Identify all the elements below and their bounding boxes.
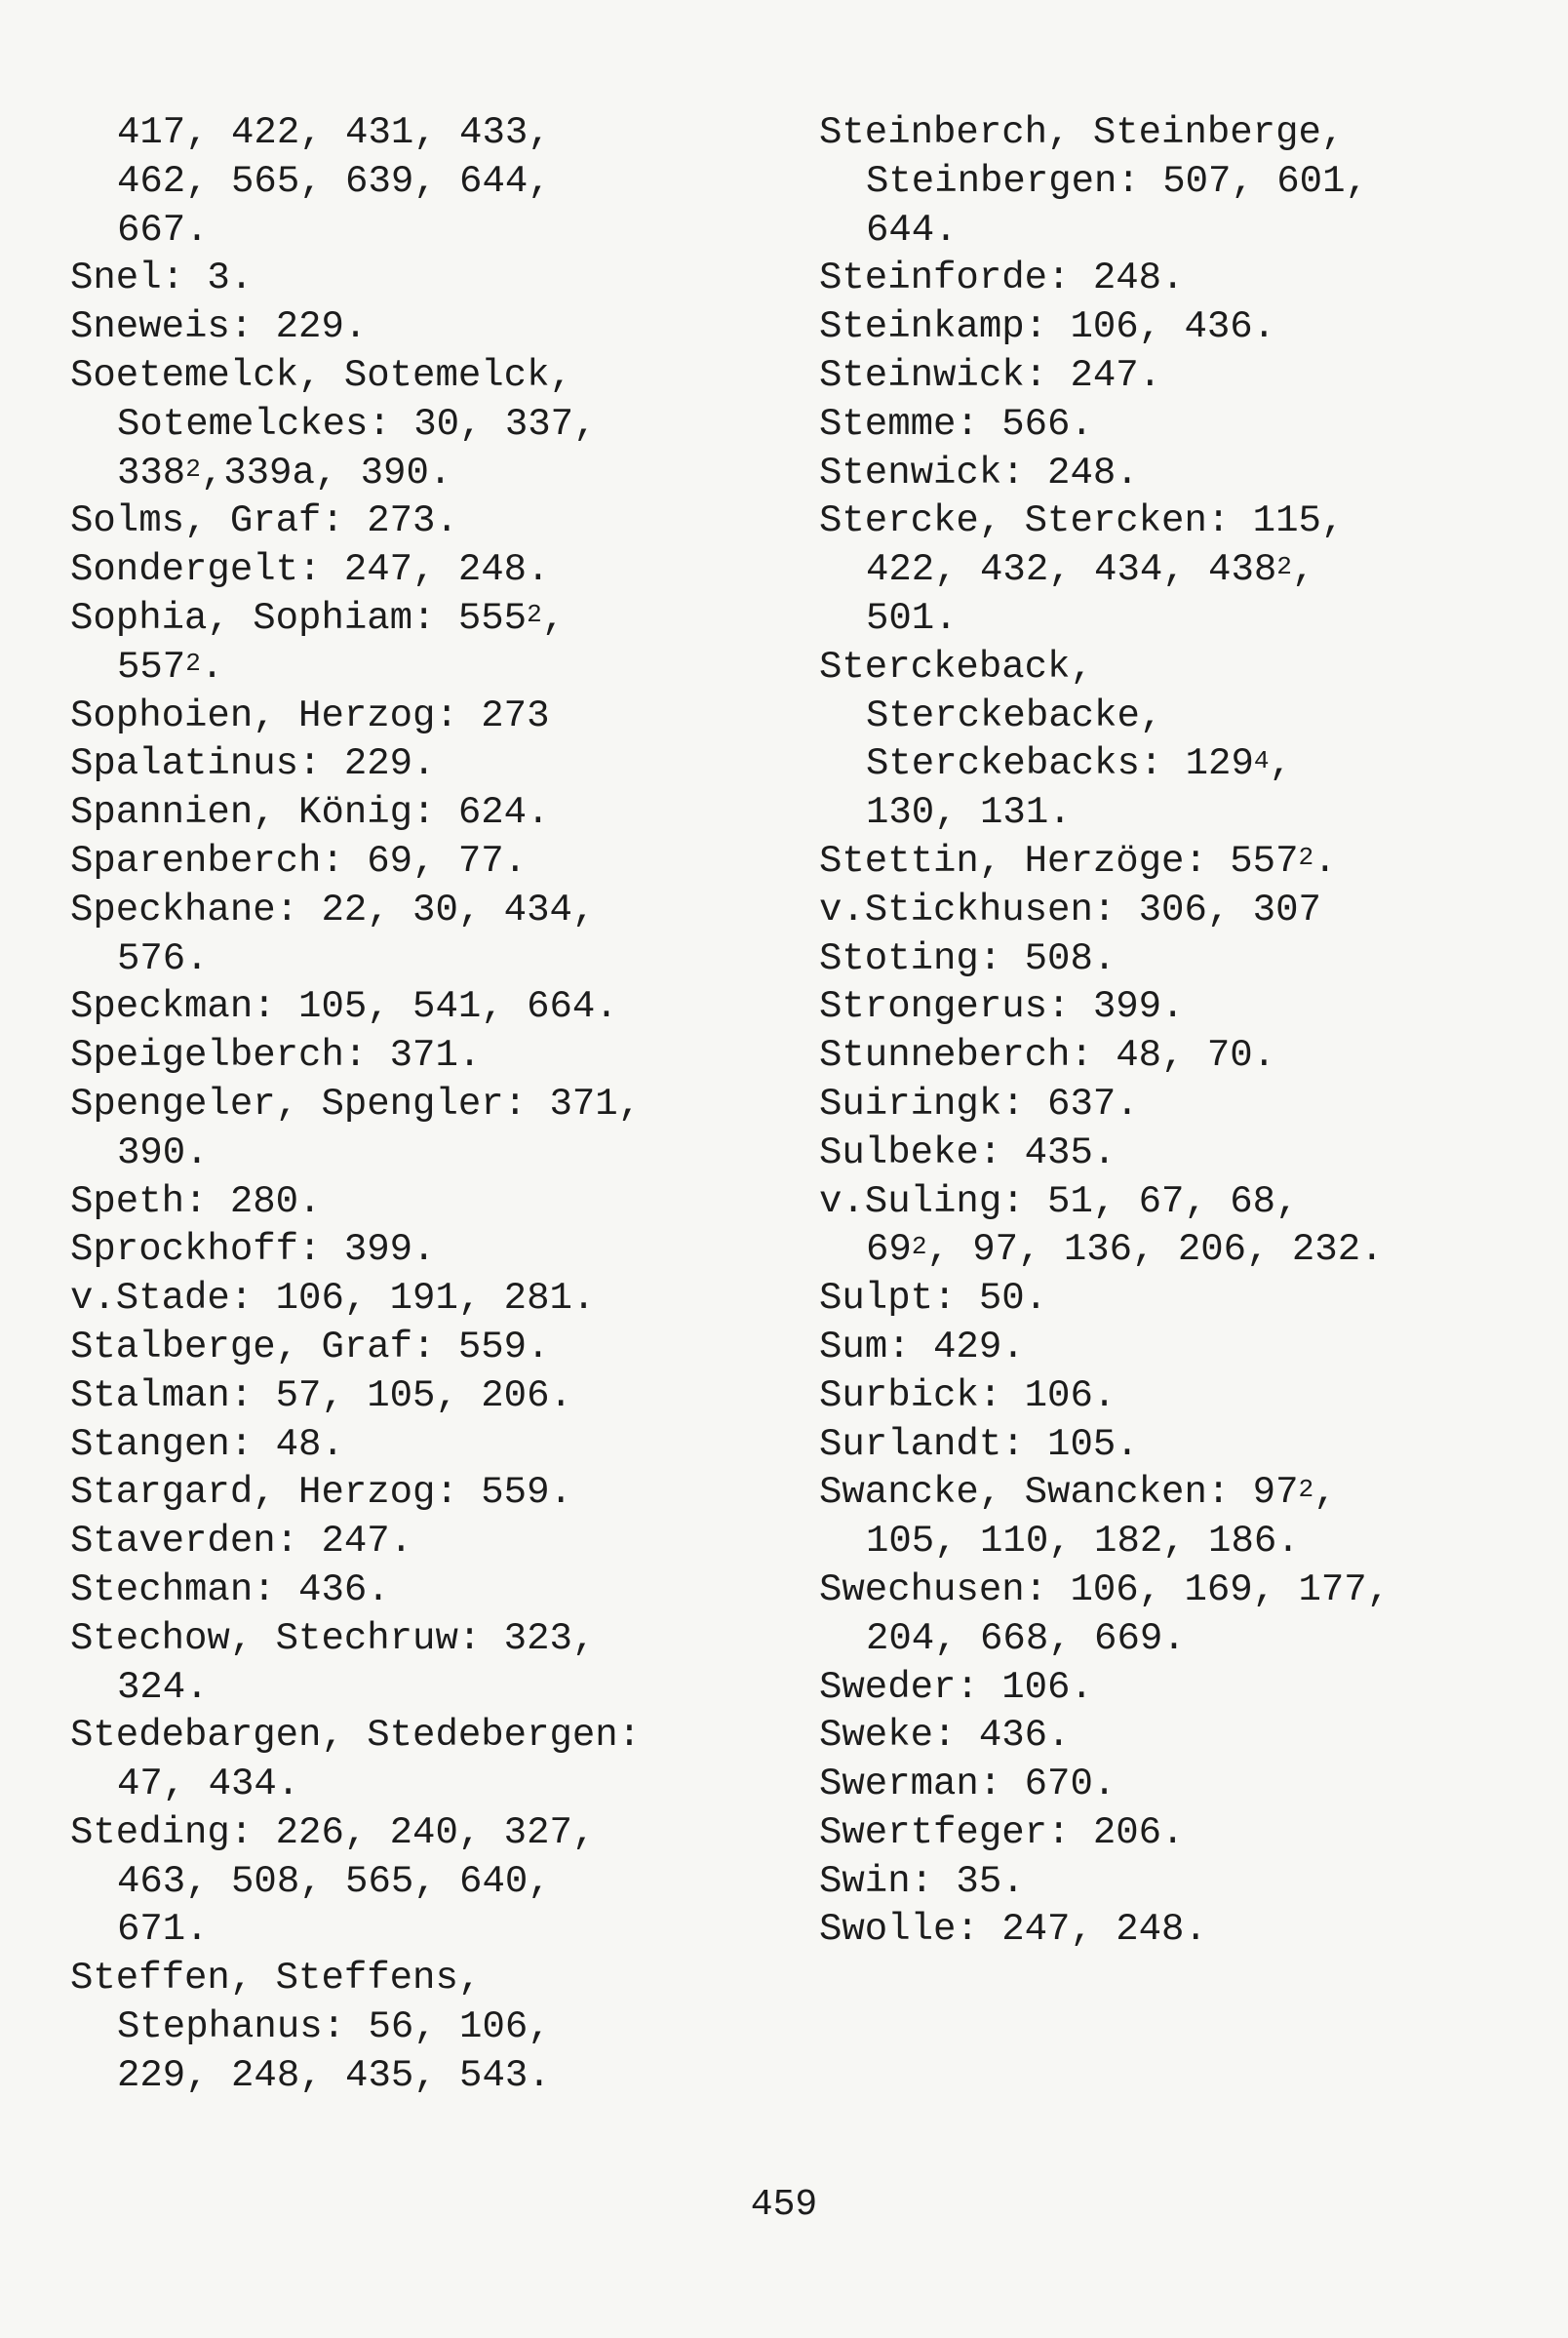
index-entry-heading: Strongerus: 399. [819,985,1185,1029]
index-entry [70,497,753,546]
index-entry-heading: Sophia, Sophiam: $555^2$, [70,596,566,640]
index-entry [70,352,753,497]
index-entry-continuation: 390. [117,1130,209,1174]
index-entry [70,789,753,838]
index-entry-heading: Swancke, Swancken: $97^2$, [819,1471,1337,1515]
index-entry [819,450,1502,498]
index-entry [819,401,1502,450]
index-entry [70,1955,753,2100]
index-entry-continuation: Stephanus: 56, 106, [117,2005,551,2049]
index-column-right [819,109,1502,1955]
index-entry-continuation: 422, 432, 434, $438^2$, [866,548,1315,592]
page-number: 459 [750,2184,818,2226]
index-entry [70,595,753,693]
index-entry [70,109,753,255]
index-entry [819,1372,1502,1421]
index-entry-continuation: 576. [117,936,209,980]
index-entry [70,1809,753,1955]
index-entry [819,1858,1502,1907]
index-entry-heading: Spengeler, Spengler: 371, [70,1082,642,1126]
index-entry-continuation: Sterckebacke, [866,693,1163,737]
index-entry [819,497,1502,643]
index-entry [70,1469,753,1518]
index-entry [70,1615,753,1713]
index-entry [70,740,753,789]
index-entry-continuation: $557^2$. [117,645,224,689]
index-entry-continuation: 501. [866,596,958,640]
index-entry [70,693,753,741]
index-entry-heading: v.Suling: 51, 67, 68, [819,1179,1299,1223]
index-entry-continuation: 462, 565, 639, 644, [117,159,551,203]
index-entry [819,1421,1502,1470]
index-entry-heading: Swechusen: 106, 169, 177, [819,1567,1391,1611]
index-entry [70,1324,753,1372]
index-entry-heading: Stechow, Stechruw: 323, [70,1616,596,1660]
index-entry-heading: Sweke: 436. [819,1714,1071,1758]
index-entry [819,303,1502,352]
index-entry [70,1712,753,1809]
index-entry-continuation: 324. [117,1665,209,1709]
index-entry-heading: Stercke, Stercken: 115, [819,499,1345,543]
index-entry [819,109,1502,255]
index-entry [70,1275,753,1324]
index-entry [70,1226,753,1275]
index-entry-continuation: 204, 668, 669. [866,1616,1186,1660]
index-entry-heading: Sondergelt: 247, 248. [70,548,550,592]
index-entry-heading: Soetemelck, Sotemelck, [70,353,572,397]
index-entry-heading: Stemme: 566. [819,402,1093,446]
index-entry-heading: Sterckeback, [819,645,1093,689]
index-entry [70,255,753,303]
index-entry-heading: Sum: 429. [819,1325,1025,1368]
index-entry-continuation: 229, 248, 435, 543. [117,2053,551,2097]
index-entry [70,1032,753,1081]
index-entry-heading: Speth: 280. [70,1179,322,1223]
index-entry [70,1372,753,1421]
index-entry-heading: v.Stickhusen: 306, 307 [819,888,1321,931]
index-entry-heading: Stalberge, Graf: 559. [70,1325,550,1368]
index-entry-continuation: Steinbergen: 507, 601, [866,159,1368,203]
index-entry-heading: Sneweis: 229. [70,305,368,349]
index-entry-heading: Swerman: 670. [819,1763,1117,1806]
index-entry-heading: Steinforde: 248. [819,257,1185,300]
index-entry-heading: Stoting: 508. [819,936,1117,980]
index-entry-heading: Speckhane: 22, 30, 434, [70,888,596,931]
index-entry-heading: Sulpt: 50. [819,1277,1048,1321]
index-entry-heading: Stedebargen, Stedebergen: [70,1714,642,1758]
index-entry [819,1809,1502,1858]
index-entry-continuation: 463, 508, 565, 640, [117,1859,551,1903]
index-entry-heading: Stangen: 48. [70,1422,344,1466]
index-entry-heading: Stechman: 436. [70,1567,390,1611]
index-entry-heading: Sprockhoff: 399. [70,1228,436,1272]
index-entry [819,644,1502,838]
index-entry-continuation: Sterckebacks: $129^4$, [866,742,1292,786]
index-entry-continuation: 105, 110, 182, 186. [866,1520,1300,1564]
index-entry-heading: Speigelberch: 371. [70,1034,482,1078]
index-entry-heading: Steffen, Steffens, [70,1957,482,2001]
index-entry-heading: v.Stade: 106, 191, 281. [70,1277,596,1321]
index-entry [819,1178,1502,1276]
index-entry [819,1032,1502,1081]
index-entry [70,546,753,595]
index-entry [819,935,1502,984]
index-entry [819,838,1502,887]
index-entry-heading: Surlandt: 105. [819,1422,1139,1466]
index-entry [70,983,753,1032]
index-entry-heading: Solms, Graf: 273. [70,499,458,543]
index-entry [70,1518,753,1566]
index-entry-heading: Surbick: 106. [819,1373,1117,1417]
index-entry-heading: Stalman: 57, 105, 206. [70,1373,572,1417]
index-entry-heading: Swolle: 247, 248. [819,1908,1207,1952]
index-column-left [70,109,753,2101]
index-entry [819,1081,1502,1129]
index-entry-heading: Steinberch, Steinberge, [819,111,1345,154]
index-entry-heading: Staverden: 247. [70,1520,413,1564]
index-entry [819,983,1502,1032]
index-entry-heading: Sulbeke: 435. [819,1130,1117,1174]
index-entry-heading: Stargard, Herzog: 559. [70,1471,572,1515]
index-entry [819,1566,1502,1664]
index-entry-heading: Steding: 226, 240, 327, [70,1810,596,1854]
index-entry-continuation: 47, 434. [117,1763,300,1806]
index-entry-heading: Speckman: 105, 541, 664. [70,985,618,1029]
index-entry [819,1664,1502,1713]
index-entry-heading: Spannien, König: 624. [70,791,550,835]
index-entry-continuation: Sotemelckes: 30, 337, [117,402,597,446]
index-entry-heading: Suiringk: 637. [819,1082,1139,1126]
index-entry [819,1761,1502,1809]
index-entry-heading: Spalatinus: 229. [70,742,436,786]
index-entry [70,1421,753,1470]
index-entry [819,1469,1502,1566]
index-entry [819,1324,1502,1372]
index-entry [70,887,753,984]
index-entry-continuation: 644. [866,208,958,252]
index-entry-heading: Stettin, Herzöge: $557^2$. [819,839,1337,883]
index-entry [70,1566,753,1615]
index-entry-heading: Sparenberch: 69, 77. [70,839,528,883]
index-entry-continuation: 130, 131. [866,791,1072,835]
index-entry [70,1081,753,1178]
index-entry-heading: Swin: 35. [819,1859,1025,1903]
index-entry-heading: Stunneberch: 48, 70. [819,1034,1276,1078]
index-entry [819,255,1502,303]
index-entry-heading: Stenwick: 248. [819,451,1139,495]
index-entry-heading: Steinkamp: 106, 436. [819,305,1276,349]
index-entry [819,887,1502,935]
index-entry-heading: Sophoien, Herzog: 273 [70,693,550,737]
index-entry-continuation: $69^2$, 97, 136, 206, 232. [866,1228,1384,1272]
index-entry-heading: Snel: 3. [70,257,254,300]
index-entry-heading: Sweder: 106. [819,1665,1093,1709]
index-entry [819,1275,1502,1324]
index-entry-heading: Swertfeger: 206. [819,1810,1185,1854]
index-entry [70,838,753,887]
index-entry [70,303,753,352]
index-entry [819,1712,1502,1761]
index-entry-continuation: 667. [117,208,209,252]
index-entry-heading: Steinwick: 247. [819,353,1162,397]
index-entry [819,1129,1502,1178]
index-entry-continuation: $338^2,339a$, 390. [117,451,452,495]
index-entry-continuation: 671. [117,1908,209,1952]
index-entry [819,352,1502,401]
index-entry [819,1906,1502,1955]
index-entry-heading: 417, 422, 431, 433, [117,111,551,154]
index-entry [70,1178,753,1227]
